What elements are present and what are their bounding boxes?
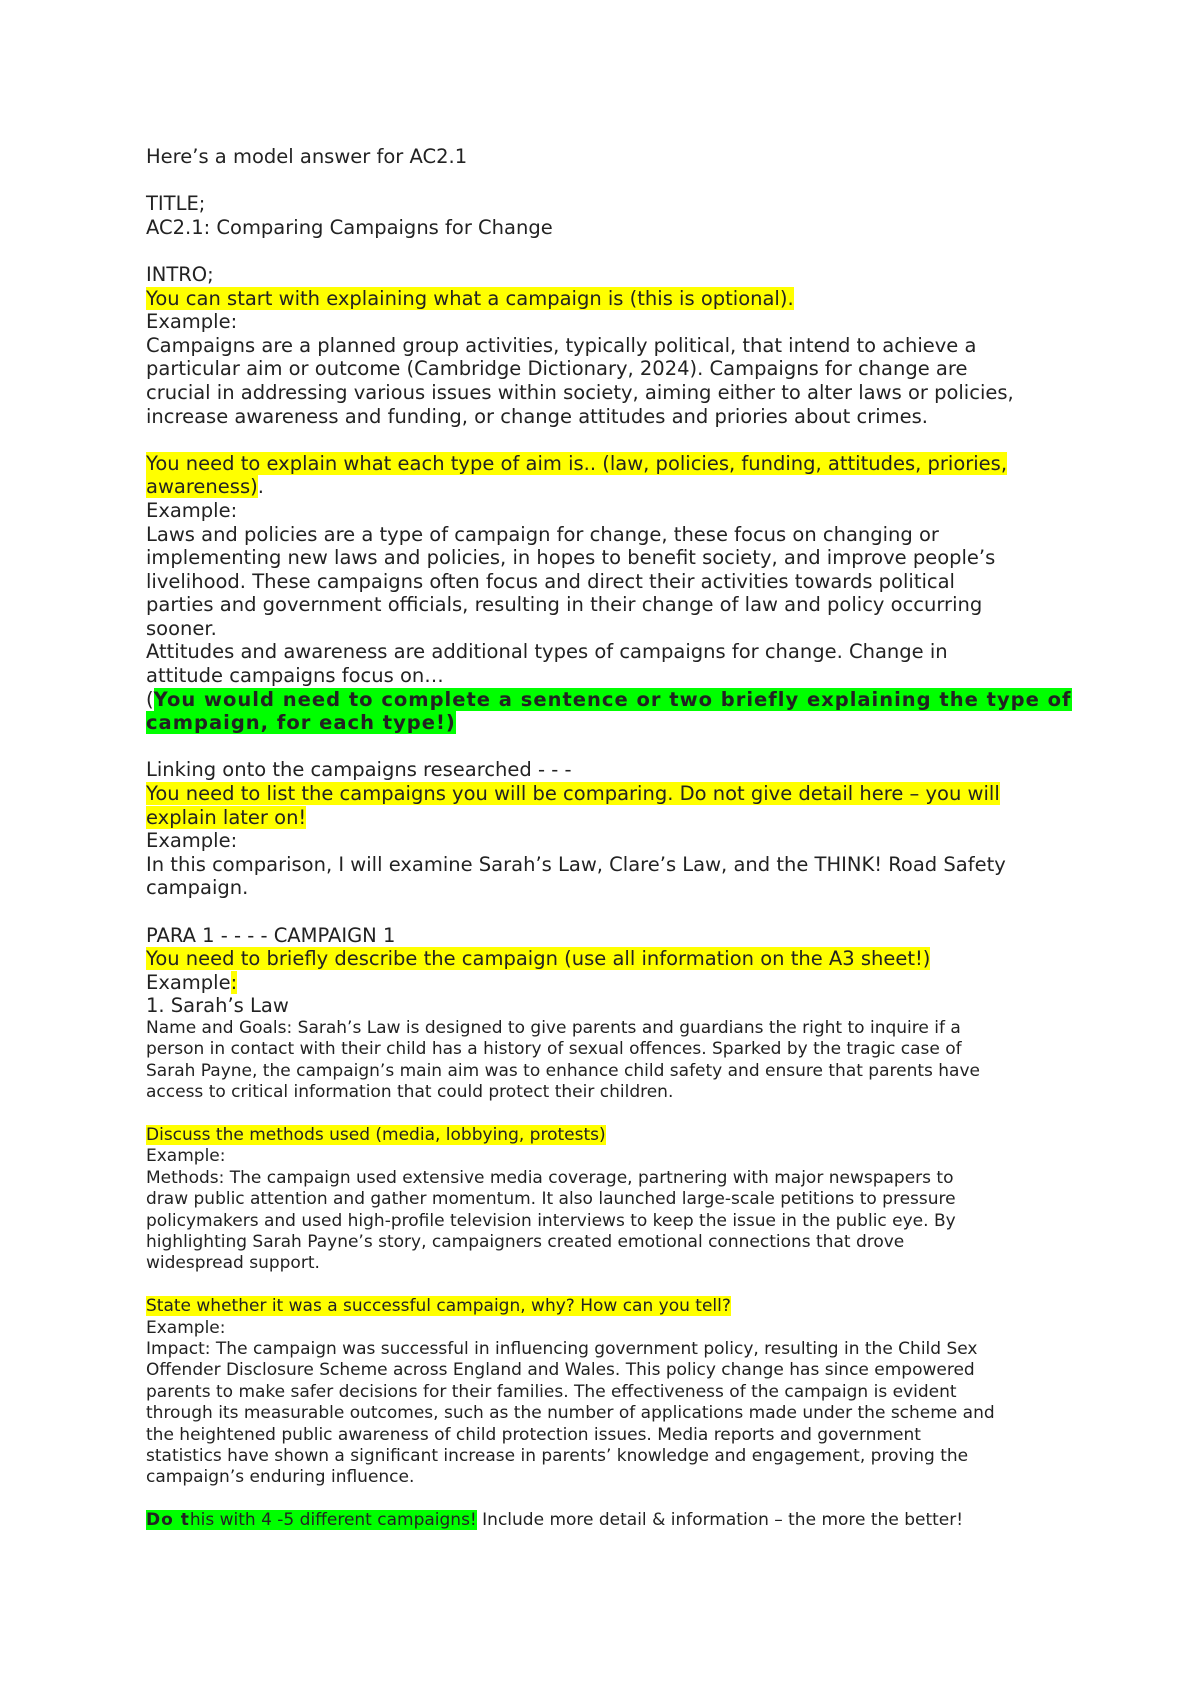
methods-line: policymakers and used high-profile television interviews to keep the issue in the public eye. By (146, 1210, 956, 1231)
impact-line: campaign’s enduring influence. (146, 1467, 415, 1488)
title-label: TITLE; (146, 192, 206, 216)
final-instruction-rest: Include more detail & information – the more the better! (476, 1510, 964, 1531)
campaign-definition-line: particular aim or outcome (Cambridge Dictionary, 2024). Campaigns for change are (146, 357, 968, 381)
laws-paragraph-line: sooner. (146, 616, 217, 640)
aim-prompt-period: . (257, 475, 264, 499)
campaign-definition-line: Campaigns are a planned group activities, typically political, that intend to achieve a (146, 333, 977, 357)
impact-line: the heightened public awareness of child protection issues. Media reports and government (146, 1424, 921, 1445)
list-prompt-highlight: explain later on! (146, 805, 307, 829)
methods-line: Methods: The campaign used extensive media coverage, partnering with major newspapers to (146, 1167, 954, 1188)
impact-line: through its measurable outcomes, such as the number of applications made under the scheme and (146, 1403, 995, 1424)
final-instruction-bold: Do t (146, 1510, 190, 1531)
aim-prompt-highlight: awareness) (146, 475, 258, 499)
intro-line: Here’s a model answer for AC2.1 (146, 145, 468, 168)
example-label: Example (146, 970, 231, 994)
methods-line: widespread support. (146, 1253, 320, 1274)
impact-line: parents to make safer decisions for their families. The effectiveness of the campaign is evident (146, 1381, 957, 1402)
campaign-definition-line: increase awareness and funding, or change attitudes and priories about crimes. (146, 404, 928, 428)
attitudes-paragraph-line: attitude campaigns focus on… (146, 664, 444, 688)
example-label: Example: (146, 829, 238, 853)
describe-prompt-highlight: You need to briefly describe the campaign (use all information on the A3 sheet!) (146, 947, 931, 971)
green-note-paren: ( (146, 687, 154, 711)
impact-line: Impact: The campaign was successful in influencing government policy, resulting in the Child Sex (146, 1339, 978, 1360)
document-title: AC2.1: Comparing Campaigns for Change (146, 215, 553, 239)
para1-heading: PARA 1 - - - - CAMPAIGN 1 (146, 923, 396, 947)
final-instruction-highlight: his with 4 -5 different campaigns! (189, 1510, 477, 1531)
laws-paragraph-line: Laws and policies are a type of campaign for change, these focus on changing or (146, 522, 939, 546)
linking-line: Linking onto the campaigns researched - - - (146, 758, 572, 782)
name-goals-line: person in contact with their child has a history of sexual offences. Sparked by the tragic case of (146, 1039, 962, 1060)
laws-paragraph-line: parties and government officials, resulting in their change of law and policy occurring (146, 593, 983, 617)
laws-paragraph-line: implementing new laws and policies, in hopes to benefit society, and improve people’s (146, 546, 996, 570)
success-prompt-highlight: State whether it was a successful campaign, why? How can you tell? (146, 1296, 731, 1317)
example-label: Example: (146, 310, 238, 334)
name-goals-line: Name and Goals: Sarah’s Law is designed to give parents and guardians the right to inquire if a (146, 1017, 961, 1038)
document-body (146, 145, 1076, 1532)
intro-prompt-highlight: You can start with explaining what a campaign is (this is optional). (146, 286, 794, 310)
example-label: Example: (146, 1146, 226, 1167)
comparison-line: In this comparison, I will examine Sarah’s Law, Clare’s Law, and the THINK! Road Safety (146, 852, 1006, 876)
comparison-line: campaign. (146, 876, 249, 900)
attitudes-paragraph-line: Attitudes and awareness are additional types of campaigns for change. Change in (146, 640, 948, 664)
name-goals-line: access to critical information that could protect their children. (146, 1082, 674, 1103)
example-label: Example: (146, 498, 238, 522)
example-colon-highlight: : (230, 970, 238, 994)
aim-prompt-highlight: You need to explain what each type of aim is.. (law, policies, funding, attitudes, priories, (146, 451, 1008, 475)
intro-label: INTRO; (146, 262, 214, 286)
methods-prompt-highlight: Discuss the methods used (media, lobbying, protests) (146, 1124, 606, 1145)
laws-paragraph-line: livelihood. These campaigns often focus and direct their activities towards political (146, 569, 955, 593)
impact-line: Offender Disclosure Scheme across England and Wales. This policy change has since empowered (146, 1360, 975, 1381)
green-note-highlight: campaign, for each type!) (146, 711, 456, 735)
methods-line: draw public attention and gather momentum. It also launched large-scale petitions to pressure (146, 1189, 956, 1210)
name-goals-line: Sarah Payne, the campaign’s main aim was to enhance child safety and ensure that parents have (146, 1060, 980, 1081)
methods-line: highlighting Sarah Payne’s story, campaigners created emotional connections that drove (146, 1232, 905, 1253)
impact-line: statistics have shown a significant increase in parents’ knowledge and engagement, proving the (146, 1446, 969, 1467)
green-note-highlight: You would need to complete a sentence or two briefly explaining the type of (153, 687, 1072, 711)
list-prompt-highlight: You need to list the campaigns you will be comparing. Do not give detail here – you will (146, 782, 1000, 806)
example-label: Example: (146, 1317, 226, 1338)
sarah-law-heading: 1. Sarah’s Law (146, 994, 289, 1018)
campaign-definition-line: crucial in addressing various issues within society, aiming either to alter laws or policies, (146, 380, 1014, 404)
